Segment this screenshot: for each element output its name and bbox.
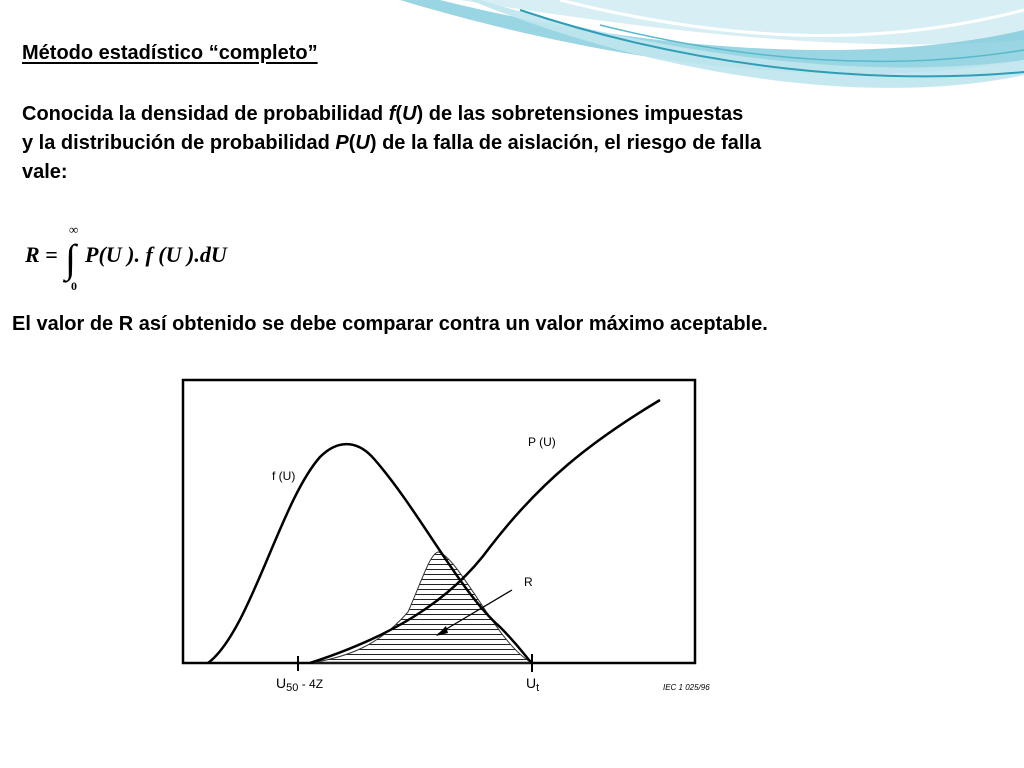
tick-label-u50: $U_{50} - 4Z$ bbox=[276, 675, 324, 694]
line1-text-b: de las sobretensiones impuestas bbox=[423, 103, 744, 125]
integral-icon: ∫ bbox=[65, 236, 76, 281]
iec-credit: IEC 1 025/96 bbox=[663, 683, 710, 692]
risk-formula bbox=[25, 222, 305, 294]
symbol-U: U bbox=[402, 103, 417, 125]
line2-text-a: y la distribución de probabilidad bbox=[22, 132, 336, 154]
formula-lower-limit: 0 bbox=[71, 279, 77, 293]
symbol-U-2: U bbox=[355, 132, 370, 154]
line1-paren-open: ( bbox=[395, 103, 403, 125]
formula-integrand: P(U ). f (U ).dU bbox=[85, 242, 227, 267]
paragraph-line-3: vale: bbox=[22, 161, 68, 183]
paragraph-line-2 bbox=[22, 129, 1002, 158]
label-f: f (U) bbox=[272, 469, 296, 483]
comparison-note: El valor de R así obtenido se debe comparar contra un valor máximo aceptable. bbox=[12, 313, 768, 335]
tick-label-ut: $U_t$ bbox=[526, 675, 540, 694]
line2-paren-close: ) bbox=[369, 132, 377, 154]
slide-title: Método estadístico “completo” bbox=[22, 42, 318, 64]
description-paragraph bbox=[22, 100, 1002, 187]
line2-text-b: de la falla de aislación, el riesgo de falla bbox=[376, 132, 762, 154]
formula-upper-limit: ∞ bbox=[69, 222, 79, 237]
risk-shaded-area bbox=[310, 552, 532, 663]
paragraph-line-1 bbox=[22, 100, 1002, 129]
risk-figure bbox=[160, 372, 745, 702]
label-P: P (U) bbox=[528, 435, 556, 449]
line1-paren-close: ) bbox=[416, 103, 424, 125]
symbol-P: P bbox=[335, 132, 349, 154]
label-R: R bbox=[524, 575, 533, 589]
formula-lhs: R = bbox=[25, 242, 58, 267]
line1-text-a: Conocida la densidad de probabilidad bbox=[22, 103, 389, 125]
line2-paren-open: ( bbox=[348, 132, 356, 154]
symbol-f: f bbox=[388, 103, 396, 125]
